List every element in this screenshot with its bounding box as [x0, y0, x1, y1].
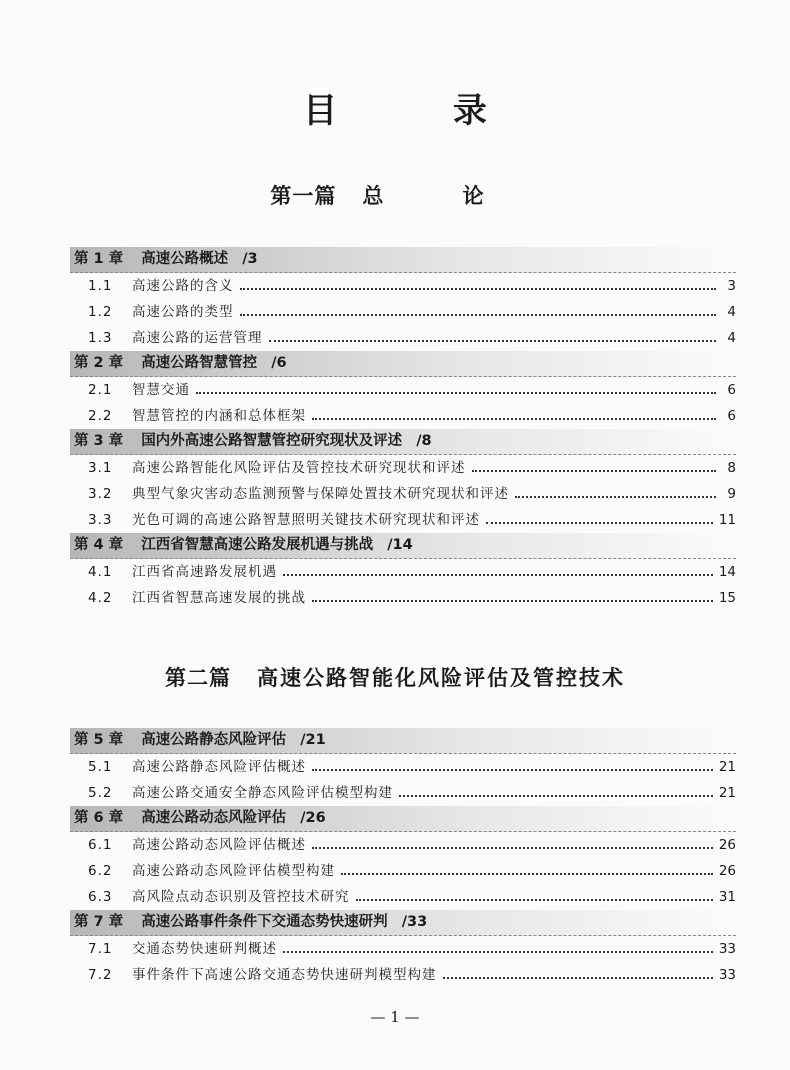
chapter-page: /26 — [300, 810, 326, 826]
section-number: 2.1 — [88, 382, 113, 398]
section-entry[interactable] — [70, 377, 736, 403]
section-number: 6.3 — [88, 889, 113, 905]
section-title: 高速公路的运营管理 — [132, 330, 263, 346]
dot-leader — [269, 340, 717, 342]
section-entry[interactable] — [70, 455, 736, 481]
part-number: 第二篇 — [165, 666, 231, 690]
section-number: 2.2 — [88, 408, 113, 424]
dot-leader — [472, 470, 717, 472]
chapter-title: 高速公路智慧管控 — [141, 355, 258, 371]
section-number: 7.1 — [88, 941, 113, 957]
section-page: 33 — [718, 967, 736, 983]
section-entry[interactable] — [70, 273, 736, 299]
section-title: 高速公路交通安全静态风险评估模型构建 — [132, 785, 393, 801]
chapter-page: /8 — [416, 433, 432, 449]
chapter-number: 第 2 章 — [74, 355, 124, 371]
dot-leader — [240, 288, 717, 290]
section-number: 3.2 — [88, 486, 113, 502]
dot-leader — [283, 951, 713, 953]
section-entry[interactable] — [70, 559, 736, 585]
dot-leader — [486, 522, 713, 524]
section-number: 5.1 — [88, 759, 113, 775]
chapter-title: 高速公路事件条件下交通态势快速研判 — [141, 914, 388, 930]
dot-leader — [515, 496, 716, 498]
section-title: 事件条件下高速公路交通态势快速研判模型构建 — [132, 967, 437, 983]
section-page: 21 — [718, 785, 736, 801]
section-title: 高速公路智能化风险评估及管控技术研究现状和评述 — [132, 460, 466, 476]
section-entry[interactable] — [70, 832, 736, 858]
dot-leader — [356, 899, 713, 901]
section-title: 高风险点动态识别及管控技术研究 — [132, 889, 350, 905]
section-title: 高速公路动态风险评估模型构建 — [132, 863, 335, 879]
chapter-heading[interactable] — [70, 806, 736, 832]
chapter-page: /33 — [401, 914, 428, 930]
chapter-number: 第 6 章 — [74, 810, 124, 826]
section-title: 江西省智慧高速发展的挑战 — [132, 590, 306, 606]
dot-leader — [341, 873, 713, 875]
section-page: 31 — [718, 889, 736, 905]
section-entry[interactable] — [70, 884, 736, 910]
page-title: 目 录 — [303, 91, 539, 131]
chapter-page: /14 — [387, 537, 413, 553]
section-entry[interactable] — [70, 585, 736, 611]
section-entry[interactable] — [70, 299, 736, 325]
section-number: 3.3 — [88, 512, 113, 528]
section-page: 11 — [718, 512, 736, 528]
section-page: 21 — [718, 759, 736, 775]
section-entry[interactable] — [70, 858, 736, 884]
section-entry[interactable] — [70, 507, 736, 533]
section-page: 26 — [718, 837, 736, 853]
chapter-number: 第 7 章 — [74, 914, 124, 930]
chapter-title: 高速公路动态风险评估 — [141, 810, 287, 826]
section-page: 8 — [727, 460, 736, 476]
chapter-title: 高速公路概述 — [141, 251, 229, 267]
section-page: 6 — [727, 408, 736, 424]
chapter-heading[interactable] — [70, 247, 736, 273]
dot-leader — [240, 314, 717, 316]
section-page: 14 — [718, 564, 736, 580]
dot-leader — [312, 418, 716, 420]
chapter-number: 第 3 章 — [74, 433, 124, 449]
toc-part-2 — [70, 728, 736, 988]
section-number: 4.1 — [88, 564, 113, 580]
section-title: 典型气象灾害动态监测预警与保障处置技术研究现状和评述 — [132, 486, 509, 502]
dot-leader — [196, 392, 716, 394]
chapter-page: /3 — [242, 251, 258, 267]
section-number: 6.1 — [88, 837, 113, 853]
dot-leader — [399, 795, 713, 797]
chapter-page: /6 — [271, 355, 287, 371]
chapter-heading[interactable] — [70, 910, 736, 936]
page-number-footer: — 1 — — [370, 1008, 420, 1026]
section-entry[interactable] — [70, 936, 736, 962]
part-name: 高速公路智能化风险评估及管控技术 — [257, 666, 625, 690]
part-title-2 — [0, 662, 790, 692]
section-number: 7.2 — [88, 967, 113, 983]
chapter-title: 高速公路静态风险评估 — [141, 732, 287, 748]
chapter-title: 国内外高速公路智慧管控研究现状及评述 — [141, 433, 403, 449]
part-title-1 — [0, 180, 790, 210]
chapter-heading[interactable] — [70, 728, 736, 754]
section-page: 26 — [718, 863, 736, 879]
dot-leader — [283, 574, 713, 576]
section-number: 3.1 — [88, 460, 113, 476]
dot-leader — [443, 977, 713, 979]
section-number: 1.2 — [88, 304, 113, 320]
section-entry[interactable] — [70, 403, 736, 429]
section-page: 3 — [727, 278, 736, 294]
chapter-heading[interactable] — [70, 351, 736, 377]
chapter-page: /21 — [300, 732, 326, 748]
section-title: 高速公路动态风险评估概述 — [132, 837, 306, 853]
section-number: 4.2 — [88, 590, 113, 606]
part-number: 第一篇 — [270, 184, 337, 208]
section-title: 江西省高速路发展机遇 — [132, 564, 277, 580]
section-number: 1.3 — [88, 330, 113, 346]
section-page: 4 — [727, 304, 736, 320]
section-number: 6.2 — [88, 863, 113, 879]
section-title: 高速公路的类型 — [132, 304, 234, 320]
section-page: 33 — [718, 941, 736, 957]
chapter-number: 第 1 章 — [74, 251, 124, 267]
section-number: 5.2 — [88, 785, 113, 801]
chapter-title: 江西省智慧高速公路发展机遇与挑战 — [141, 537, 374, 553]
section-page: 9 — [727, 486, 736, 502]
toc-part-1 — [70, 247, 736, 611]
section-entry[interactable] — [70, 754, 736, 780]
section-title: 高速公路静态风险评估概述 — [132, 759, 306, 775]
section-entry[interactable] — [70, 780, 736, 806]
section-title: 智慧管控的内涵和总体框架 — [132, 408, 306, 424]
section-title: 交通态势快速研判概述 — [132, 941, 277, 957]
section-page: 4 — [727, 330, 736, 346]
section-page: 15 — [718, 590, 736, 606]
section-entry[interactable] — [70, 481, 736, 507]
dot-leader — [312, 769, 713, 771]
chapter-heading[interactable] — [70, 533, 736, 559]
chapter-number: 第 4 章 — [74, 537, 124, 553]
section-title: 智慧交通 — [132, 382, 190, 398]
section-number: 1.1 — [88, 278, 113, 294]
dot-leader — [312, 847, 713, 849]
chapter-heading[interactable] — [70, 429, 736, 455]
section-title: 高速公路的含义 — [132, 278, 234, 294]
section-title: 光色可调的高速公路智慧照明关键技术研究现状和评述 — [132, 512, 480, 528]
section-entry[interactable] — [70, 325, 736, 351]
section-page: 6 — [727, 382, 736, 398]
section-entry[interactable] — [70, 962, 736, 988]
part-name: 总 论 — [362, 184, 520, 208]
dot-leader — [312, 600, 713, 602]
chapter-number: 第 5 章 — [74, 732, 124, 748]
